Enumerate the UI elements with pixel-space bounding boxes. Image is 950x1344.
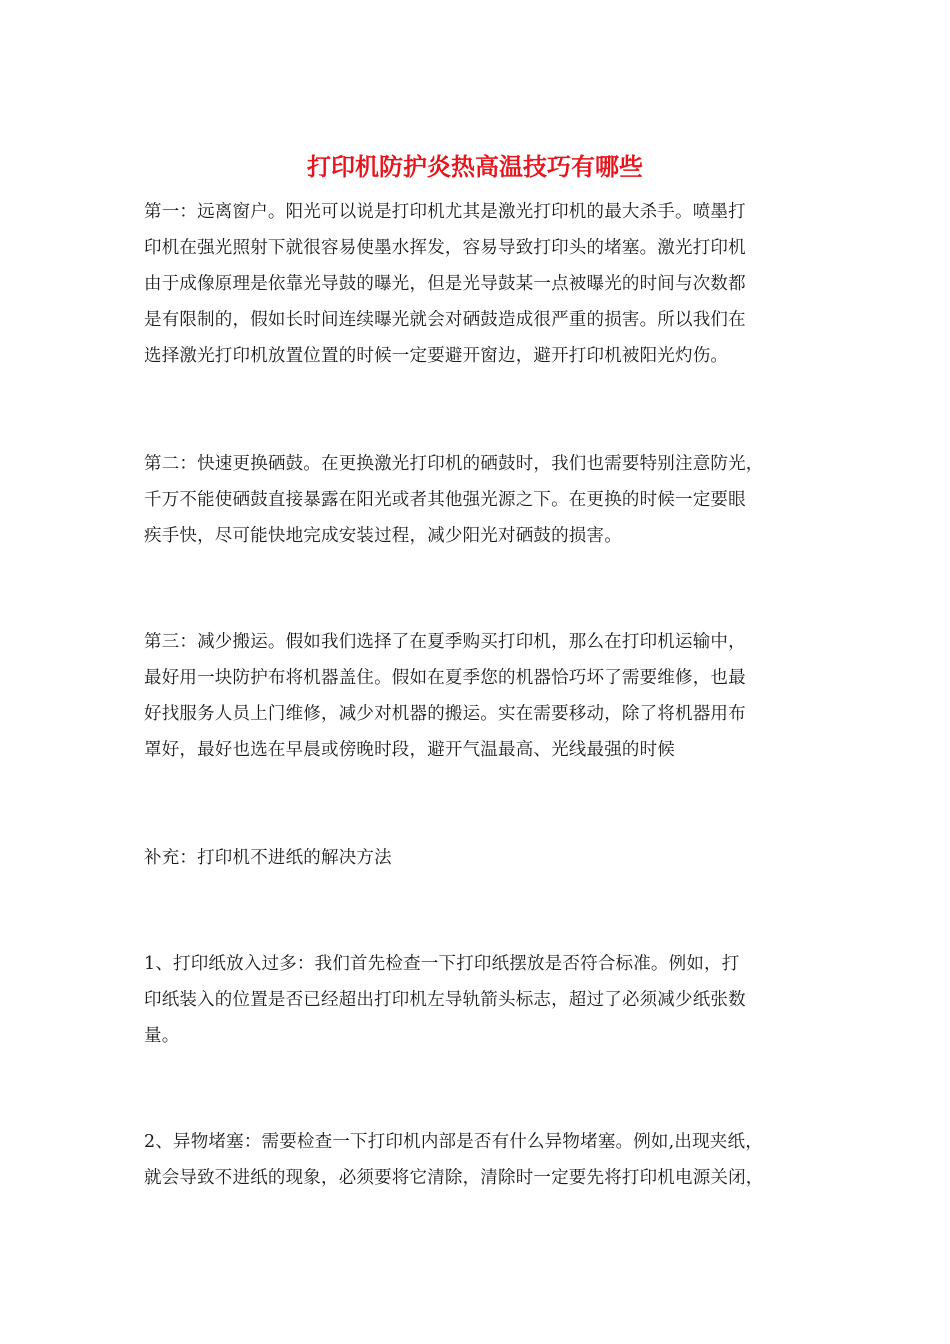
paragraph-5-line-2: 印纸装入的位置是否已经超出打印机左导轨箭头标志，超过了必须减少纸张数 (144, 990, 746, 1010)
document-title: 打印机防护炎热高温技巧有哪些 (307, 152, 643, 181)
paragraph-1-line-1: 第一：远离窗户。阳光可以说是打印机尤其是激光打印机的最大杀手。喷墨打 (144, 202, 746, 222)
paragraph-6-line-2: 就会导致不进纸的现象，必须要将它清除，清除时一定要先将打印机电源关闭， (144, 1168, 764, 1188)
paragraph-1-line-4: 是有限制的，假如长时间连续曝光就会对硒鼓造成很严重的损害。所以我们在 (144, 310, 746, 330)
paragraph-3-line-3: 好找服务人员上门维修，减少对机器的搬运。实在需要移动，除了将机器用布 (144, 704, 746, 724)
paragraph-3-line-4: 罩好，最好也选在早晨或傍晚时段，避开气温最高、光线最强的时候 (144, 740, 675, 760)
paragraph-6-line-1: 2、异物堵塞：需要检查一下打印机内部是否有什么异物堵塞。例如,出现夹纸， (144, 1132, 763, 1152)
paragraph-4-line-1: 补充：打印机不进纸的解决方法 (144, 848, 392, 868)
paragraph-1-line-3: 由于成像原理是依靠光导鼓的曝光，但是光导鼓某一点被曝光的时间与次数都 (144, 274, 746, 294)
paragraph-3-line-1: 第三：减少搬运。假如我们选择了在夏季购买打印机，那么在打印机运输中， (144, 632, 746, 652)
paragraph-2-line-1: 第二：快速更换硒鼓。在更换激光打印机的硒鼓时，我们也需要特别注意防光， (144, 454, 764, 474)
paragraph-2-line-2: 千万不能使硒鼓直接暴露在阳光或者其他强光源之下。在更换的时候一定要眼 (144, 490, 746, 510)
paragraph-5-line-1: 1、打印纸放入过多：我们首先检查一下打印纸摆放是否符合标准。例如，打 (144, 954, 740, 974)
paragraph-2-line-3: 疾手快，尽可能快地完成安装过程，减少阳光对硒鼓的损害。 (144, 526, 622, 546)
paragraph-5-line-3: 量。 (144, 1026, 180, 1046)
paragraph-1-line-2: 印机在强光照射下就很容易使墨水挥发，容易导致打印头的堵塞。激光打印机 (144, 238, 746, 258)
paragraph-3-line-2: 最好用一块防护布将机器盖住。假如在夏季您的机器恰巧坏了需要维修，也最 (144, 668, 746, 688)
paragraph-1-line-5: 选择激光打印机放置位置的时候一定要避开窗边，避开打印机被阳光灼伤。 (144, 346, 729, 366)
